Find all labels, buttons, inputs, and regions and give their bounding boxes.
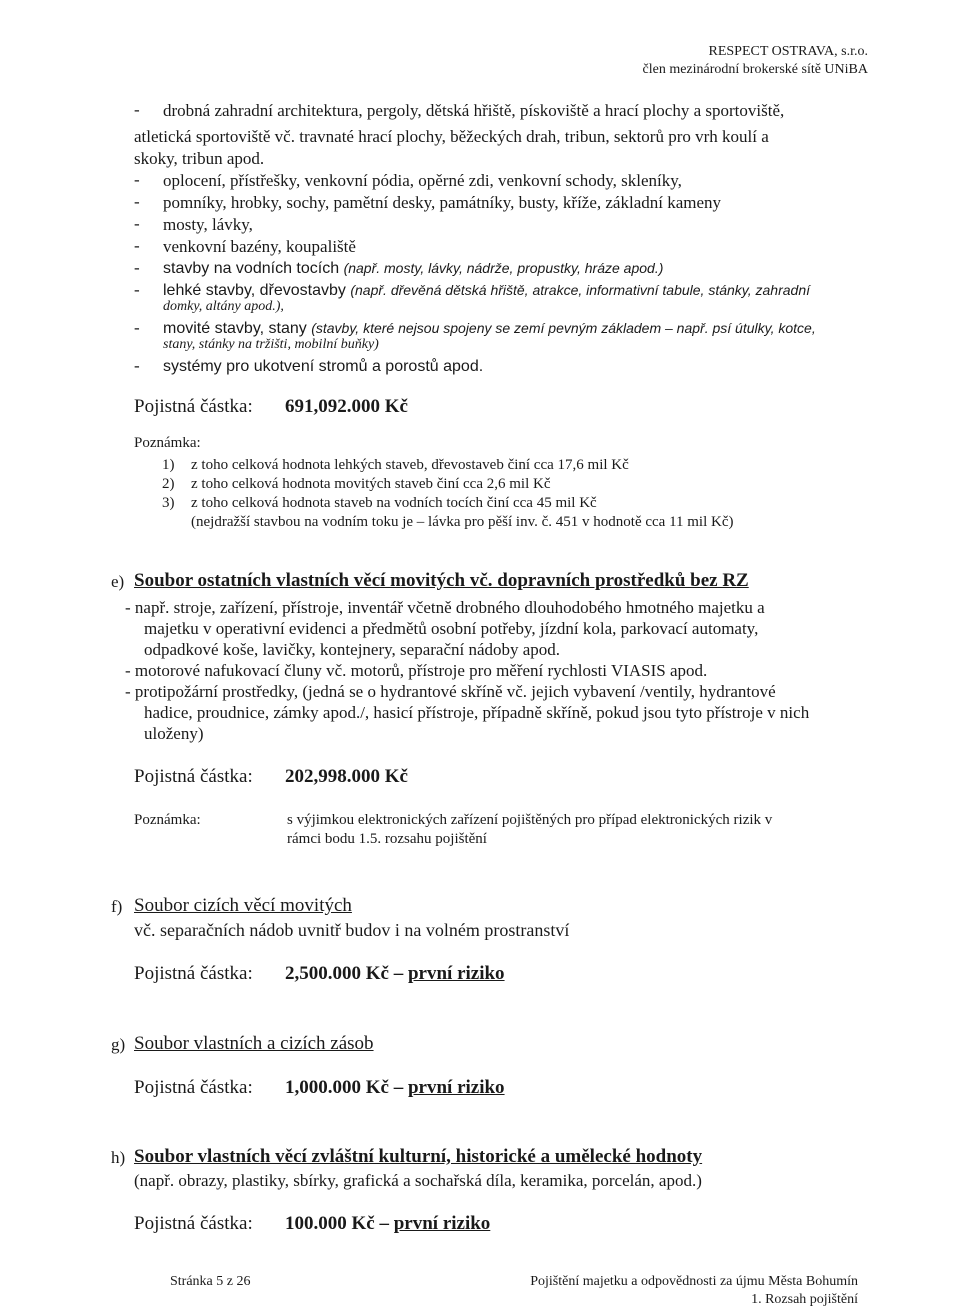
list-item-line: oplocení, přístřešky, venkovní pódia, opěrné zdi, venkovní schody, skleníky, <box>163 171 682 190</box>
list-item-note: (stavby, které nejsou spojeny se zemí pevným základem – např. psí útulky, kotce, <box>311 320 816 336</box>
list-item-line: mosty, lávky, <box>163 215 253 234</box>
amount-label: Pojistná částka: <box>134 396 253 417</box>
list-item-line: stavby na vodních tocích (např. mosty, lávky, nádrže, propustky, hráze apod.) <box>163 260 664 277</box>
section-text-line: majetku v operativní evidenci a předmětů osobní potřeby, jízdní kola, parkovací automaty, <box>144 619 759 638</box>
list-dash: - <box>134 236 140 255</box>
note-heading: Poznámka: <box>134 812 201 828</box>
list-item-note: domky, altány apod.), <box>163 299 284 314</box>
amount-label: Pojistná částka: <box>134 963 253 984</box>
section-title: Soubor cizích věcí movitých <box>134 895 352 916</box>
amount-value: 2,500.000 Kč – první riziko <box>285 963 505 984</box>
list-item-line: pomníky, hrobky, sochy, pamětní desky, památníky, busty, kříže, základní kameny <box>163 193 722 212</box>
note-heading: Poznámka: <box>134 435 201 451</box>
list-item-line: drobná zahradní architektura, pergoly, dětská hřiště, pískoviště a hrací plochy a sportoviště, <box>163 101 785 120</box>
section-title: Soubor vlastních a cizích zásob <box>134 1033 374 1054</box>
section-text-line: - např. stroje, zařízení, přístroje, inventář včetně drobného dlouhodobého hmotného majetku a <box>125 598 765 617</box>
section-title: Soubor ostatních vlastních věcí movitých vč. dopravních prostředků bez RZ <box>134 570 749 591</box>
list-item-note: (např. mosty, lávky, nádrže, propustky, hráze apod.) <box>343 260 664 276</box>
footer-section: 1. Rozsah pojištění <box>751 1292 858 1307</box>
note-text: z toho celková hodnota lehkých staveb, dřevostaveb činí cca 17,6 mil Kč <box>191 457 629 473</box>
list-dash: - <box>134 214 140 233</box>
list-dash: - <box>134 258 140 277</box>
list-item-line: lehké stavby, dřevostavby (např. dřevěná dětská hřiště, atrakce, informativní tabule, stánky, zahradní <box>163 282 811 299</box>
list-dash: - <box>134 192 140 211</box>
list-dash: - <box>134 318 140 337</box>
list-item-line: venkovní bazény, koupaliště <box>163 237 356 256</box>
first-risk-label: první riziko <box>393 1213 491 1234</box>
list-dash: - <box>134 356 140 375</box>
amount-label: Pojistná částka: <box>134 766 253 787</box>
note-number: 3) <box>162 495 175 511</box>
note-text: s výjimkou elektronických zařízení pojištěných pro případ elektronických rizik v <box>287 812 773 828</box>
first-risk-label: první riziko <box>407 1077 505 1098</box>
section-letter: f) <box>111 897 123 916</box>
note-extra: (nejdražší stavbou na vodním toku je – lávka pro pěší inv. č. 451 v hodnotě cca 11 mil Kč) <box>191 514 734 530</box>
note-text: z toho celková hodnota staveb na vodních tocích činí cca 45 mil Kč <box>191 495 597 511</box>
section-text-line: hadice, proudnice, zámky apod./, hasicí přístroje, případně skříně, pokud jsou tyto přístroje v nich <box>144 703 810 722</box>
list-item-line: systémy pro ukotvení stromů a porostů apod. <box>163 358 484 375</box>
section-text-line: odpadkové koše, lavičky, kontejnery, separační nádoby apod. <box>144 640 561 659</box>
note-text: z toho celková hodnota movitých staveb činí cca 2,6 mil Kč <box>191 476 551 492</box>
note-text: rámci bodu 1.5. rozsahu pojištění <box>287 831 487 847</box>
section-letter: h) <box>111 1148 126 1167</box>
amount-value: 1,000.000 Kč – první riziko <box>285 1077 505 1098</box>
note-number: 1) <box>162 457 175 473</box>
list-item-line: atletická sportoviště vč. travnaté hrací plochy, běžeckých drah, tribun, sektorů pro vrh koulí a <box>134 127 769 146</box>
list-dash: - <box>134 170 140 189</box>
section-letter: e) <box>111 572 125 591</box>
section-subtitle: (např. obrazy, plastiky, sbírky, grafická a sochařská díla, keramika, porcelán, apod.) <box>134 1171 702 1190</box>
amount-label: Pojistná částka: <box>134 1077 253 1098</box>
list-dash: - <box>134 100 140 119</box>
section-text-line: uloženy) <box>144 724 204 743</box>
note-number: 2) <box>162 476 175 492</box>
list-item-note: (např. dřevěná dětská hřiště, atrakce, informativní tabule, stánky, zahradní <box>350 282 811 298</box>
amount-value: 100.000 Kč – první riziko <box>285 1213 491 1234</box>
section-letter: g) <box>111 1035 126 1054</box>
amount-value: 202,998.000 Kč <box>285 766 408 787</box>
header-member: člen mezinárodní brokerské sítě UNiBA <box>642 62 868 77</box>
list-dash: - <box>134 280 140 299</box>
section-title: Soubor vlastních věcí zvláštní kulturní, historické a umělecké hodnoty <box>134 1146 703 1167</box>
list-item-line: movité stavby, stany (stavby, které nejsou spojeny se zemí pevným základem – např. psí útulky, kotce, <box>163 320 816 337</box>
section-subtitle: vč. separačních nádob uvnitř budov i na volném prostranství <box>134 920 570 940</box>
list-item-note: stany, stánky na tržišti, mobilní buňky) <box>163 337 379 352</box>
footer-document-title: Pojištění majetku a odpovědnosti za újmu Města Bohumín <box>530 1274 858 1289</box>
section-text-line: - motorové nafukovací čluny vč. motorů, přístroje pro měření rychlosti VIASIS apod. <box>125 661 708 680</box>
header-company: RESPECT OSTRAVA, s.r.o. <box>708 44 868 59</box>
amount-value: 691,092.000 Kč <box>285 396 408 417</box>
list-item-line: skoky, tribun apod. <box>134 149 265 168</box>
amount-label: Pojistná částka: <box>134 1213 253 1234</box>
first-risk-label: první riziko <box>407 963 505 984</box>
section-text-line: - protipožární prostředky, (jedná se o hydrantové skříně vč. jejich vybavení /ventily, hydrantové <box>125 682 776 701</box>
footer-page-number: Stránka 5 z 26 <box>170 1274 251 1289</box>
